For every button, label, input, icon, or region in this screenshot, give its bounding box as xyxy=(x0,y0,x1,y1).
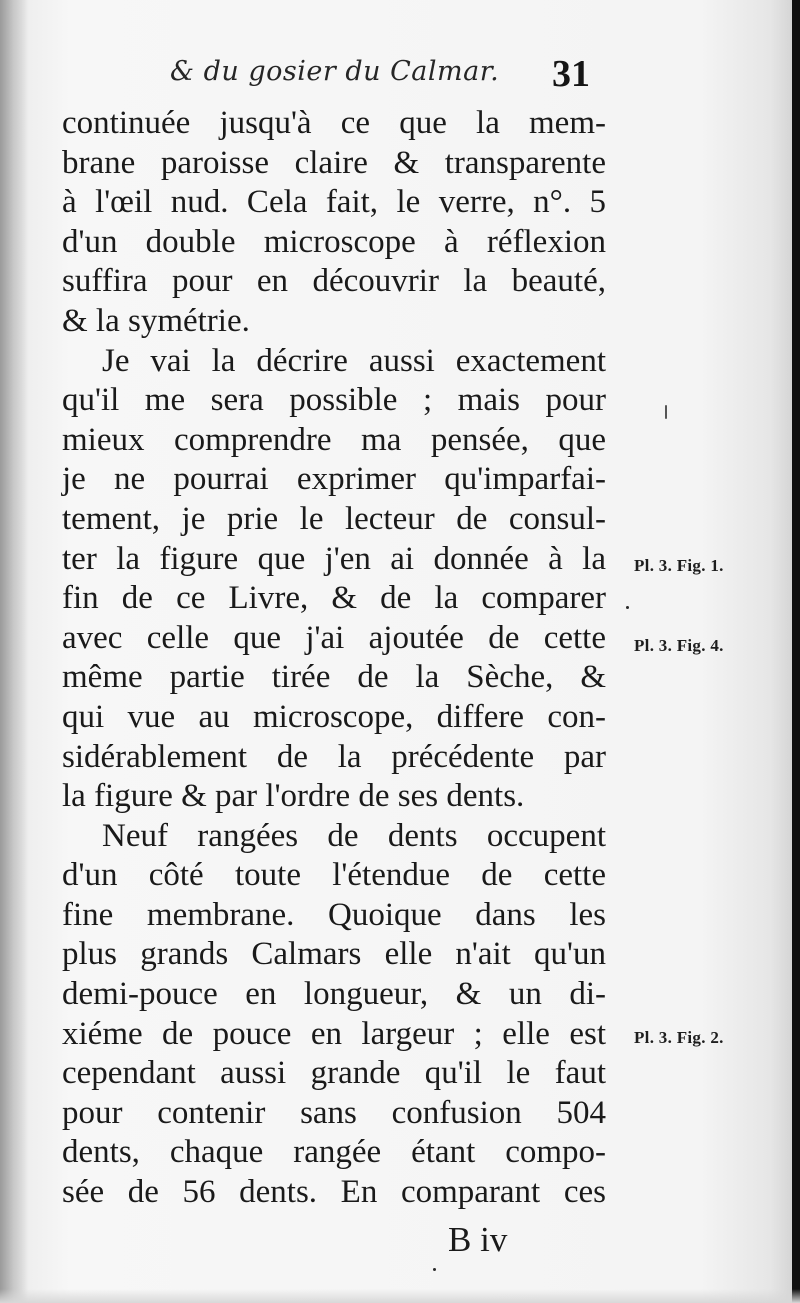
text-line: sidérablement de la précédente par xyxy=(62,738,606,775)
text-line: suffira pour en découvrir la beauté, xyxy=(62,263,606,300)
paper-speck xyxy=(626,606,629,609)
text-line: tement, je prie le lecteur de consul- xyxy=(62,500,606,537)
text-line: xiéme de pouce en largeur ; elle est xyxy=(62,1015,606,1052)
text-line: pour contenir sans confusion 504 xyxy=(62,1094,606,1131)
text-line: qui vue au microscope, differe con- xyxy=(62,698,606,735)
text-line: fin de ce Livre, & de la comparer xyxy=(62,580,606,617)
text-line: demi-pouce en longueur, & un di- xyxy=(62,976,606,1013)
paper-speck xyxy=(665,405,667,419)
text-line: sée de 56 dents. En comparant ces xyxy=(62,1174,606,1211)
text-line: ter la figure que j'en ai donnée à la xyxy=(62,540,606,577)
text-line: d'un double microscope à réflexion xyxy=(62,223,606,260)
text-line: avec celle que j'ai ajoutée de cette xyxy=(62,619,606,656)
page-header xyxy=(170,53,600,96)
signature-mark: B iv xyxy=(448,1220,508,1259)
text-line: continuée jusqu'à ce que la mem- xyxy=(62,105,606,141)
text-line: Neuf rangées de dents occupent xyxy=(102,817,606,854)
text-line: mieux comprendre ma pensée, que xyxy=(62,421,606,458)
text-line: cependant aussi grande qu'il le faut xyxy=(62,1055,606,1092)
page-bottom-edge xyxy=(0,1289,800,1303)
paper-speck xyxy=(433,1268,436,1271)
text-line: à l'œil nud. Cela fait, le verre, n°. 5 xyxy=(62,184,606,221)
gutter-shadow xyxy=(0,0,28,1303)
body-text xyxy=(62,104,606,1213)
page-edge xyxy=(792,0,800,1303)
text-line: & la symétrie. xyxy=(62,302,250,339)
text-line: même partie tirée de la Sèche, & xyxy=(62,659,606,696)
text-line: dents, chaque rangée étant compo- xyxy=(62,1134,606,1171)
text-line: d'un côté toute l'étendue de cette xyxy=(62,857,606,894)
text-line: la figure & par l'ordre de ses dents. xyxy=(62,778,525,815)
text-line: Je vai la décrire aussi exactement xyxy=(102,342,606,379)
margin-note: Pl. 3. Fig. 4. xyxy=(634,636,724,655)
text-line: je ne pourrai exprimer qu'imparfai- xyxy=(62,461,606,498)
margin-note: Pl. 3. Fig. 1. xyxy=(634,556,724,575)
text-line: fine membrane. Quoique dans les xyxy=(62,896,606,933)
text-line: brane paroisse claire & transparente xyxy=(62,144,606,181)
margin-note: Pl. 3. Fig. 2. xyxy=(634,1028,724,1047)
text-line: qu'il me sera possible ; mais pour xyxy=(62,382,606,419)
page-number: 31 xyxy=(552,53,590,95)
running-title: & du gosier du Calmar. xyxy=(170,56,500,87)
text-line: plus grands Calmars elle n'ait qu'un xyxy=(62,936,606,973)
